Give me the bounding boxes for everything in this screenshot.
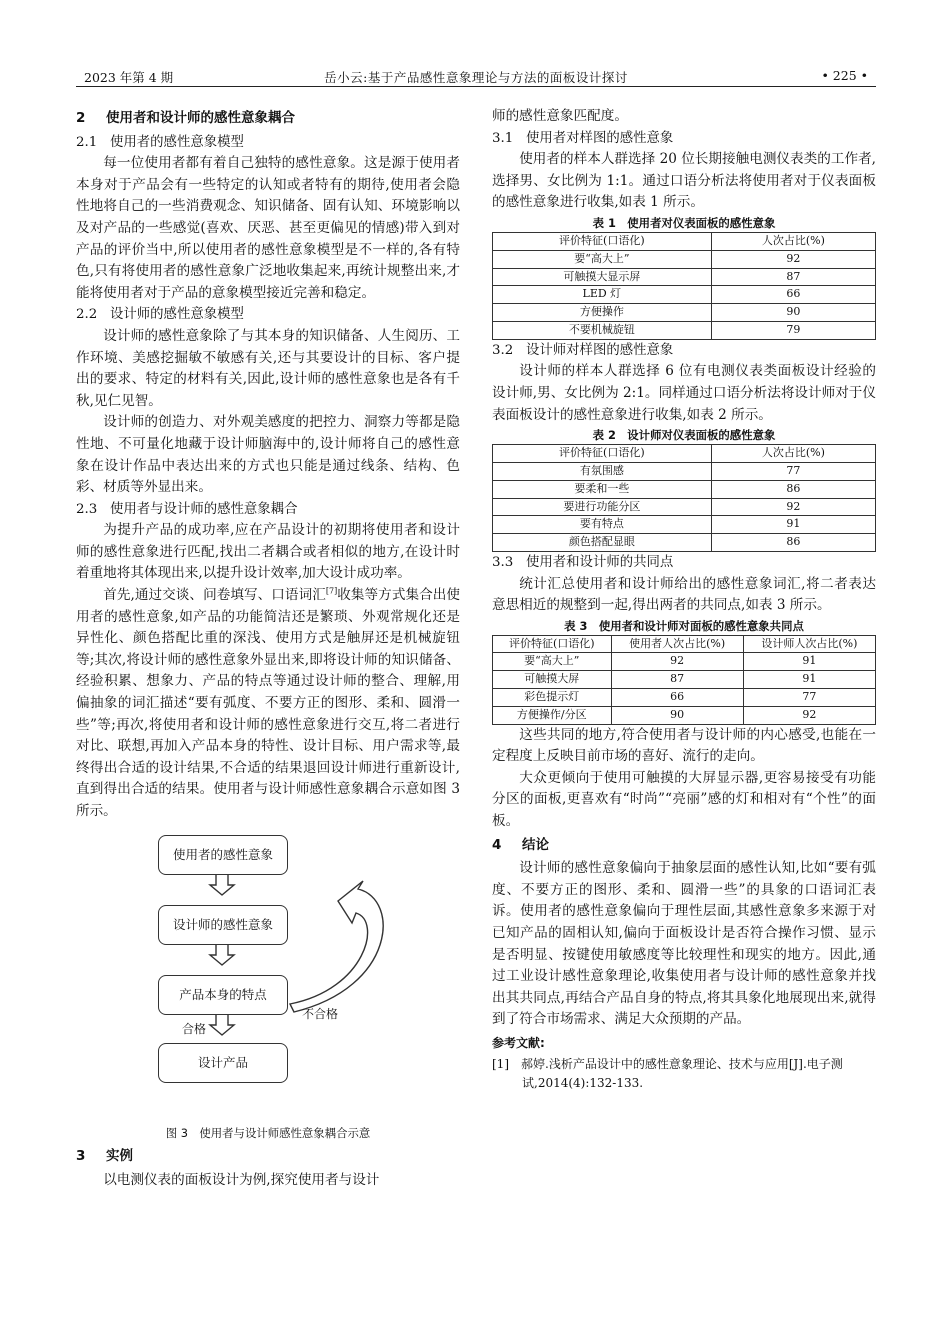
table-cell: 不要机械旋钮 [493,321,712,339]
subsection-3-3-heading: 3.3 使用者和设计师的共同点 [492,554,674,570]
table-cell: 86 [711,480,875,498]
table-header: 评价特征(口语化) [493,232,712,250]
table-1-caption: 表 1 使用者对仪表面板的感性意象 [592,215,776,230]
table-3 [492,635,876,725]
section-4-heading: 4 结论 [492,836,549,853]
table-header: 评价特征(口语化) [493,635,612,653]
table-cell: 79 [711,321,875,339]
citation-marker: [7] [325,586,338,596]
section-2-heading: 2 使用者和设计师的感性意象耦合 [76,110,295,126]
paragraph: 这些共同的地方,符合使用者与设计师的内心感受,也能在一定程度上反映目前市场的喜好、流行的走向。 [492,726,876,765]
table-cell: 彩色提示灯 [493,689,612,707]
table-header: 人次占比(%) [711,445,875,463]
table-row [493,462,876,480]
table-2-caption: 表 2 设计师对仪表面板的感性意象 [592,428,776,443]
table-cell: 66 [711,286,875,304]
subsection-3-1-heading: 3.1 使用者对样图的感性意象 [492,130,674,146]
table-row [493,286,876,304]
paragraph: 首先,通过交谈、问卷填写、口语词汇[7]收集等方式集合出使用者的感性意象,如产品的功能简洁还是繁琐、外观常规化还是异性化、颜色搭配比重的深浅、使用方式是触屏还是机械旋钮等;其次,将设计师的感性意象外显出来,即将设计师的知识储备、经验积累、想象力、产品的特点等通过设计师的整合、理解,用偏抽象的词汇描述“要有弧度、不要方正的图形、柔和、圆滑一些”等;再次,将使用者和设计师的感性意象进行交互,将二者进行对比、联想,再加入产品本身的特性、设计目标、用户需求等,最终得出合适的设计结果,不合适的结果退回设计师进行重新设计,直到得出合适的结果。使用者与设计师感性意象耦合示意如图 3 所示。 [76,586,460,819]
reference-item: [1] 郝婷.浅析产品设计中的感性意象理论、技术与应用[J].电子测试,2014(4):132-133. [492,1056,843,1090]
table-header-row [493,232,876,250]
table-cell: 可触摸大屏 [493,671,612,689]
table-cell: 87 [611,671,743,689]
flow-box-design-product: 设计产品 [158,1043,288,1083]
paragraph: 使用者的样本人群选择 20 位长期接触电测仪表类的工作者,选择男、女比例为 1:1。通过口语分析法将使用者对于仪表面板的感性意象进行收集,如表 1 所示。 [492,151,876,211]
arrow-down-1 [210,873,234,895]
table-header: 使用者人次占比(%) [611,635,743,653]
table-header: 人次占比(%) [711,232,875,250]
table-header: 设计师人次占比(%) [743,635,875,653]
paragraph: 大众更倾向于使用可触摸的大屏显示器,更容易接受有功能分区的面板,更喜欢有“时尚”“亮丽”感的灯和相对有“个性”的面板。 [492,769,876,830]
figure-3-caption: 图 3 使用者与设计师感性意象耦合示意 [165,1125,371,1140]
table-row [493,304,876,322]
paragraph: 为提升产品的成功率,应在产品设计的初期将使用者和设计师的感性意象进行匹配,找出二者耦合或者相似的地方,在设计时着重地将其体现出来,以提升设计效率,加大设计成功率。 [76,522,460,582]
table-row [493,689,876,707]
table-cell: 77 [711,462,875,480]
section-3-heading: 3 实例 [76,1148,133,1165]
running-header [76,66,876,87]
fail-label: 不合格 [302,1006,339,1021]
paragraph: 以电测仪表的面板设计为例,探究使用者与设计 [103,1171,380,1188]
table-cell: 要进行功能分区 [493,498,712,516]
table-cell: 86 [711,534,875,552]
flow-box-designer: 设计师的感性意象 [158,905,288,945]
table-header: 评价特征(口语化) [493,445,712,463]
table-cell: 要“高大上” [493,250,712,268]
table-cell: 77 [743,689,875,707]
table-cell: 颜色搭配显眼 [493,534,712,552]
table-cell: 要“高大上” [493,653,612,671]
flow-box-product-features: 产品本身的特点 [158,975,288,1015]
table-row [493,268,876,286]
flow-box-user: 使用者的感性意象 [158,835,288,875]
paragraph: 统计汇总使用者和设计师给出的感性意象词汇,将二者表达意思相近的规整到一起,得出两者的共同点,如表 3 所示。 [492,575,876,614]
arrow-down-3 [210,1013,234,1035]
table-cell: 90 [611,706,743,724]
paragraph-continued: 师的感性意象匹配度。 [492,108,628,124]
table-cell: 要有特点 [493,516,712,534]
table-cell: 91 [743,671,875,689]
table-1 [492,232,876,340]
paragraph: 设计师的感性意象除了与其本身的知识储备、人生阅历、工作环境、美感挖掘敏不敏感有关,还与其要设计的目标、客户提出的要求、特定的材料有关,因此,设计师的感性意象也是各有千秋,见仁见智。 [76,327,460,409]
page-number: • 225 • [821,68,868,83]
paragraph: 每一位使用者都有着自己独特的感性意象。这是源于使用者本身对于产品会有一些特定的认知或者特有的期待,使用者会隐性地将自己的一些消费观念、知识储备、固有认知、环境影响以及对产品的一些感觉(喜欢、厌恶、甚至更偏见的情感)带入到对产品的评价当中,所以使用者的感性意象模型是不一样的,各有特色,只有将使用者的感性意象广泛地收集起来,再统计规整出来,才能将使用者对于产品的意象模型接近完善和稳定。 [76,155,460,301]
table-row [493,480,876,498]
paragraph: 设计师的样本人群选择 6 位有电测仪表类面板设计经验的设计师,男、女比例为 2:1。同样通过口语分析法将设计师对于仪表面板设计的感性意象进行收集,如表 2 所示。 [492,363,876,423]
table-cell: 方便操作/分区 [493,706,612,724]
table-cell: 92 [711,250,875,268]
table-row [493,498,876,516]
table-cell: 87 [711,268,875,286]
table-3-caption: 表 3 使用者和设计师对面板的感性意象共同点 [564,618,804,633]
table-row [493,321,876,339]
table-cell: 92 [711,498,875,516]
paragraph: 设计师的创造力、对外观美感度的把控力、洞察力等都是隐性地、不可量化地藏于设计师脑海中的,设计师将自己的感性意象在设计作品中表达出来的方式也只能是通过线条、结构、色彩、材质等外显出来。 [76,414,460,496]
table-header-row [493,635,876,653]
table-header-row [493,445,876,463]
table-cell: 要柔和一些 [493,480,712,498]
table-row [493,250,876,268]
table-cell: 91 [743,653,875,671]
issue-label: 2023 年第 4 期 [84,70,174,85]
right-column [492,106,876,1093]
pass-label: 合格 [182,1021,207,1036]
table-cell: 有氛围感 [493,462,712,480]
subsection-3-2-heading: 3.2 设计师对样图的感性意象 [492,342,674,358]
table-row [493,534,876,552]
subsection-2-1-heading: 2.1 使用者的感性意象模型 [76,134,244,150]
table-row [493,653,876,671]
running-title: 岳小云:基于产品感性意象理论与方法的面板设计探讨 [324,70,628,85]
table-cell: 90 [711,304,875,322]
table-cell: LED 灯 [493,286,712,304]
left-column [76,106,460,1191]
table-cell: 92 [743,706,875,724]
table-cell: 66 [611,689,743,707]
table-cell: 91 [711,516,875,534]
table-row [493,706,876,724]
paragraph: 设计师的感性意象偏向于抽象层面的感性认知,比如“要有弧度、不要方正的图形、柔和、圆滑一些”的具象的口语词汇表诉。使用者的感性意象偏向于理性层面,其感性意象多来源于对已知产品的固相认知,偏向于面板设计是否符合操作习惯、显示是否明显、按键使用敏感度等比较理性和现实的地方。因此,通过工业设计感性意象理论,收集使用者与设计师的感性意象并找出其共同点,再结合产品自身的特点,将其具象化地展现出来,就得到了符合市场需求、满足大众预期的产品。 [492,860,876,1028]
figure-3-flowchart [76,829,460,1121]
subsection-2-3-heading: 2.3 使用者与设计师的感性意象耦合 [76,501,298,517]
references-heading: 参考文献: [492,1035,545,1050]
table-2 [492,444,876,552]
subsection-2-2-heading: 2.2 设计师的感性意象模型 [76,307,244,323]
arrow-down-2 [210,943,234,965]
table-row [493,671,876,689]
table-cell: 可触摸大显示屏 [493,268,712,286]
table-cell: 92 [611,653,743,671]
table-cell: 方便操作 [493,304,712,322]
return-arrow [290,881,383,1012]
table-row [493,516,876,534]
